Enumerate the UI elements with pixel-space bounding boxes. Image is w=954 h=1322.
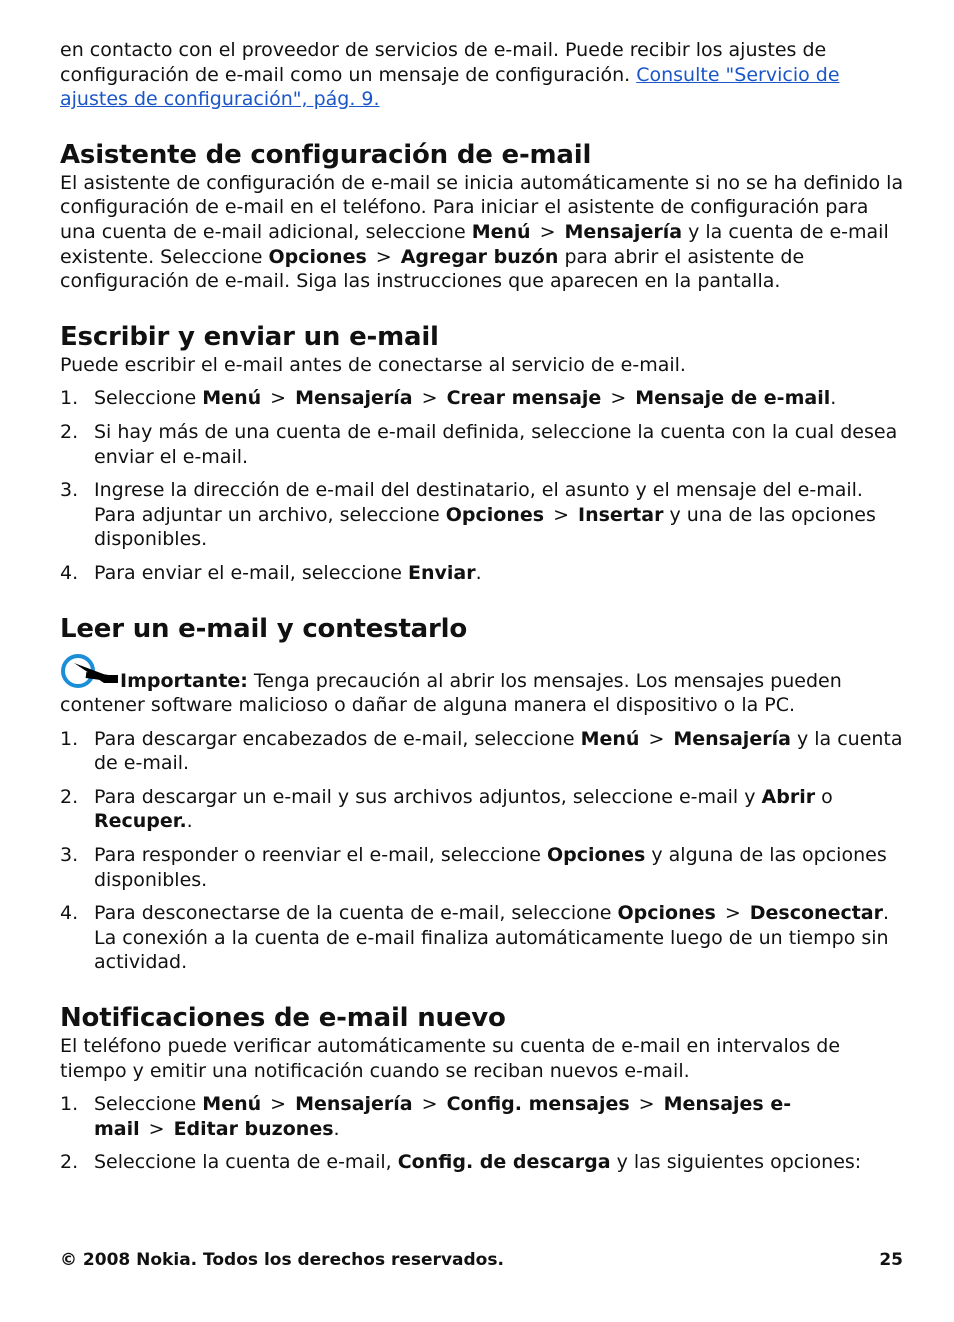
intro-text: en contacto con el proveedor de servicios de e-mail. Puede recibir los ajustes de configuración de e-mail como un mensaje de configuración. (60, 39, 827, 86)
notifications-intro: El teléfono puede verificar automáticamente su cuenta de e-mail en intervalos de tiempo y emitir una notificación cuando se reciban nuevos e-mail. (60, 1035, 841, 1082)
list-item: 3. Ingrese la dirección de e-mail del destinatario, el asunto y el mensaje del e-mail. Para adjuntar un archivo, seleccione Opciones > Insertar y una de las opciones disponibles. (60, 479, 876, 551)
heading-email-wizard: Asistente de configuración de e-mail (60, 139, 592, 170)
important-icon (60, 649, 120, 693)
heading-new-email-notifications: Notificaciones de e-mail nuevo (60, 1003, 506, 1034)
list-item: 4. Para desconectarse de la cuenta de e-mail, seleccione Opciones > Desconectar. La conexión a la cuenta de e-mail finaliza automáticamente luego de un tiempo sin actividad. (60, 902, 890, 974)
list-item: 2. Para descargar un e-mail y sus archivos adjuntos, seleccione e-mail y Abrir o Recuper.. (60, 785, 833, 833)
heading-write-send: Escribir y enviar un e-mail (60, 321, 439, 352)
page-content (60, 38, 906, 1175)
intro-paragraph (60, 38, 906, 112)
write-send-intro: Puede escribir el e-mail antes de conectarse al servicio de e-mail. (60, 353, 686, 376)
list-item: 2. Seleccione la cuenta de e-mail, Config. de descarga y las siguientes opciones: (60, 1151, 862, 1174)
copyright-text: © 2008 Nokia. Todos los derechos reservados. (60, 1250, 504, 1270)
list-item: 1. Seleccione Menú > Mensajería > Crear mensaje > Mensaje de e-mail. (60, 387, 837, 410)
read-reply-steps (60, 727, 906, 975)
page-footer (60, 1249, 903, 1271)
list-item: 3. Para responder o reenviar el e-mail, seleccione Opciones y alguna de las opciones disponibles. (60, 844, 887, 891)
notifications-steps (60, 1092, 906, 1175)
list-item: 2. Si hay más de una cuenta de e-mail definida, seleccione la cuenta con la cual desea enviar el e-mail. (60, 420, 898, 468)
important-note: Importante: Tenga precaución al abrir los mensajes. Los mensajes pueden contener software malicioso o dañar de alguna manera el dispositivo o la PC. (60, 649, 906, 718)
config-settings-link[interactable]: Consulte "Servicio de ajustes de configuración", pág. 9. (60, 63, 840, 111)
list-item: 1. Seleccione Menú > Mensajería > Config. mensajes > Mensajes e-mail > Editar buzones. (60, 1093, 792, 1140)
list-item: 1. Para descargar encabezados de e-mail, seleccione Menú > Mensajería y la cuenta de e-mail. (60, 727, 903, 775)
list-item: 4. Para enviar el e-mail, seleccione Enviar. (60, 561, 482, 584)
wizard-paragraph: El asistente de configuración de e-mail se inicia automáticamente si no se ha definido la configuración de e-mail en el teléfono. Para iniciar el asistente de configuración para una cuenta de e-mail adicional, seleccione Menú > Mensajería y la cuenta de e-mail existente. Seleccione Opciones > Agregar buzón para abrir el asistente de configuración de e-mail. Siga las instrucciones que aparecen en la pantalla. (60, 171, 904, 293)
page-number: 25 (879, 1250, 903, 1270)
write-send-steps (60, 386, 906, 585)
heading-read-reply: Leer un e-mail y contestarlo (60, 613, 468, 644)
